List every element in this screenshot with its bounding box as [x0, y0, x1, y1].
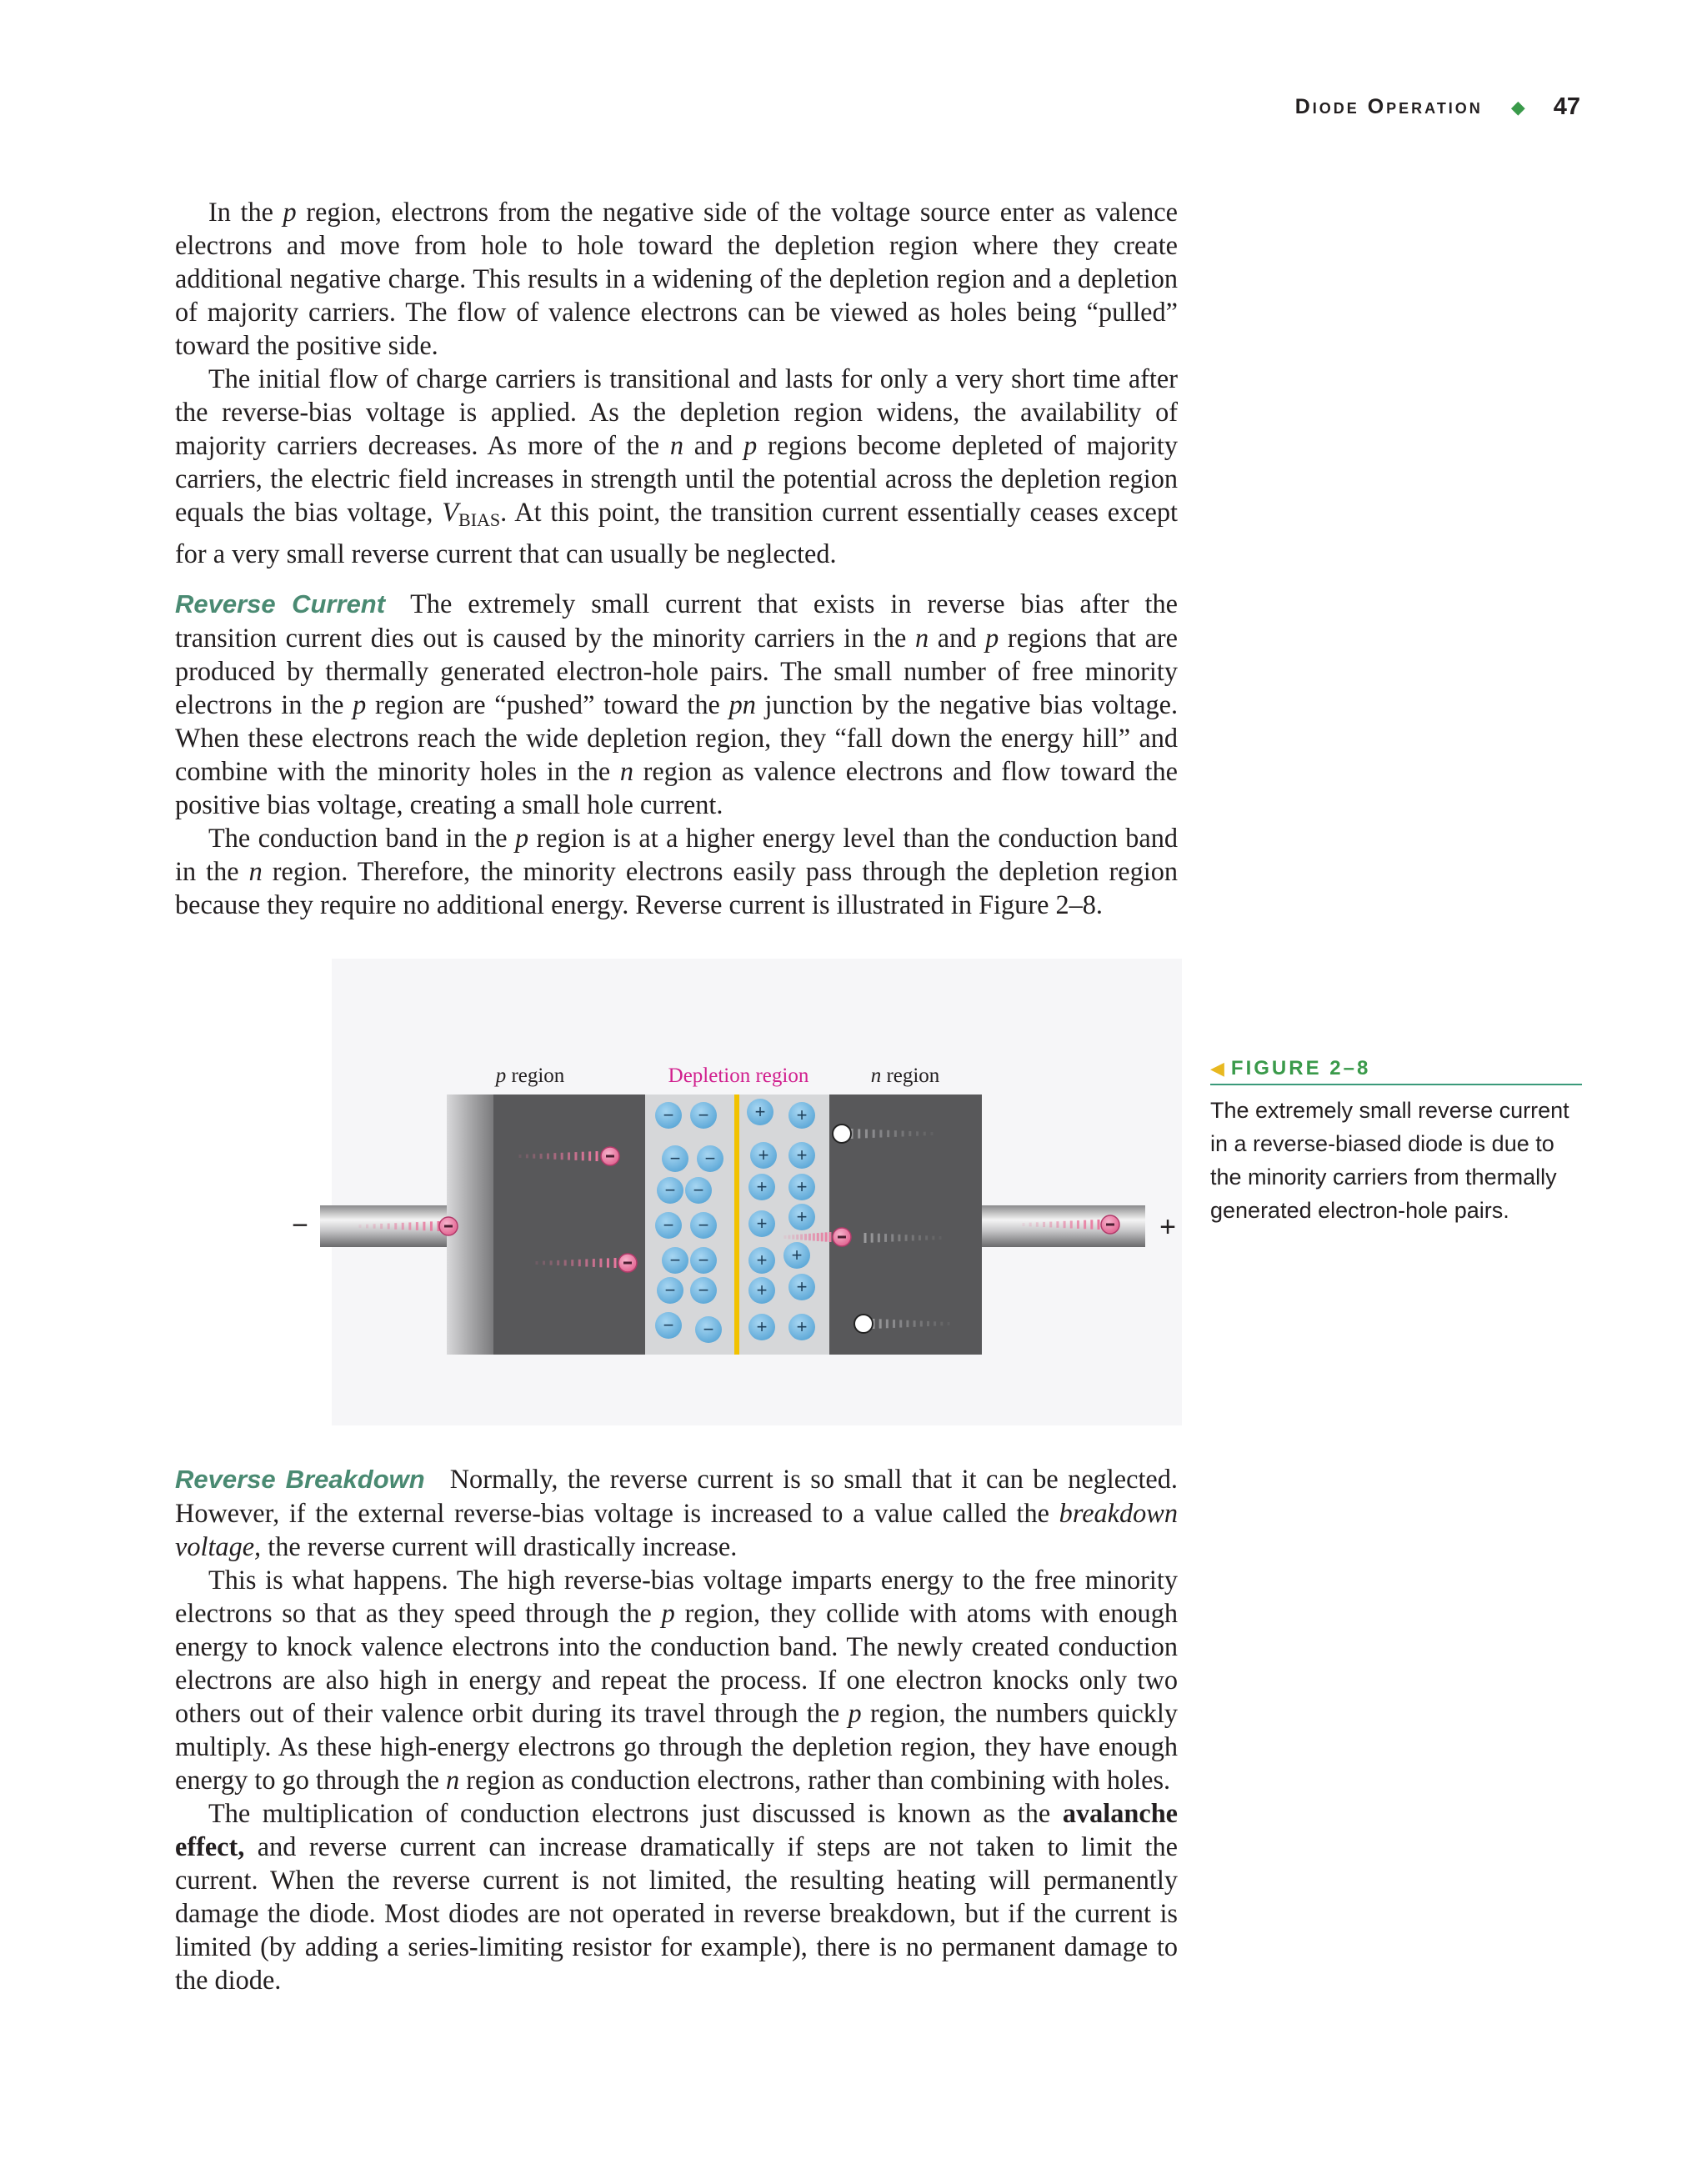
svg-text:−: −: [698, 1215, 709, 1235]
motion-trail: [582, 1152, 584, 1161]
reverse-current-heading: Reverse Current: [175, 589, 386, 619]
electron: [833, 1228, 851, 1246]
triangle-left-icon: ◀: [1210, 1058, 1224, 1079]
motion-trail: [813, 1233, 815, 1240]
motion-trail: [578, 1260, 581, 1266]
positive-ion: [748, 1314, 775, 1340]
motion-trail: [568, 1152, 570, 1160]
paragraph: The multiplication of conduction electrons just discussed is known as the avalanche effect, and reverse current can increase dramatically if steps are not taken to limit the current. When the reverse current is not limited, the resulting heating will permanently damage the diode. Most diodes are not operated in reverse breakdown, but if the current is limited (by adding a series-limiting resistor for example), there is no permanent damage to the diode.: [175, 1798, 1178, 1995]
svg-text:−: −: [669, 1148, 681, 1169]
positive-ion: [748, 1210, 775, 1237]
positive-ion: [788, 1274, 815, 1300]
motion-trail: [898, 1235, 900, 1241]
motion-trail: [1070, 1220, 1073, 1228]
motion-trail: [909, 1131, 911, 1136]
svg-text:+: +: [754, 1101, 766, 1122]
motion-trail: [547, 1154, 549, 1160]
motion-trail: [940, 1322, 943, 1326]
negative-ion: [655, 1212, 682, 1239]
negative-terminal: −: [292, 1210, 308, 1241]
motion-trail: [912, 1235, 914, 1241]
hole: [854, 1315, 873, 1333]
n-region-label: n region: [870, 1064, 940, 1087]
negative-ion: [655, 1102, 682, 1129]
motion-trail: [599, 1259, 602, 1268]
motion-trail: [920, 1321, 923, 1327]
paragraph: The initial flow of charge carriers is transitional and lasts for only a very short time after the reverse-bias voltage is applied. As the depletion region widens, the availability of majority carriers decreases. As more of the n and p regions become depleted of majority carriers, the electric field increases in strength until the potential across the depletion region equals the bias voltage, $V_{BIAS}$. At this point, the transition current essentially ceases except for a very small reverse current that can usually be neglected.: [175, 363, 1178, 569]
p-region-label: p region: [495, 1064, 565, 1087]
motion-trail: [1064, 1221, 1066, 1228]
positive-ion: [788, 1174, 815, 1200]
motion-trail: [902, 1131, 904, 1137]
motion-trail: [899, 1320, 902, 1327]
motion-trail: [366, 1225, 368, 1229]
svg-text:+: +: [756, 1316, 768, 1337]
svg-text:−: −: [663, 1215, 674, 1235]
motion-trail: [916, 1131, 919, 1135]
section-title: Diode Operation: [1294, 95, 1483, 118]
motion-trail: [939, 1236, 942, 1240]
motion-trail: [804, 1234, 807, 1240]
electron: [618, 1254, 637, 1272]
motion-trail: [564, 1260, 567, 1266]
motion-trail: [878, 1234, 880, 1243]
negative-ion: [662, 1247, 688, 1274]
motion-trail: [574, 1152, 577, 1160]
motion-trail: [553, 1153, 556, 1160]
svg-text:−: −: [669, 1250, 681, 1270]
motion-trail: [416, 1222, 418, 1230]
motion-trail: [800, 1235, 803, 1240]
motion-trail: [858, 1129, 860, 1138]
svg-text:−: −: [698, 1280, 709, 1300]
negative-ion: [690, 1212, 717, 1239]
motion-trail: [886, 1320, 889, 1329]
motion-trail: [394, 1223, 397, 1230]
motion-trail: [1049, 1222, 1052, 1228]
svg-text:+: +: [796, 1316, 808, 1337]
motion-trail: [359, 1225, 362, 1228]
motion-trail: [792, 1235, 794, 1239]
motion-trail: [924, 1132, 926, 1136]
motion-trail: [808, 1234, 811, 1240]
reverse-breakdown-heading: Reverse Breakdown: [175, 1465, 425, 1494]
figure-2-8: [292, 959, 1182, 1425]
motion-trail: [607, 1258, 609, 1267]
svg-text:+: +: [756, 1250, 768, 1270]
electron: [1101, 1215, 1119, 1234]
motion-trail: [864, 1233, 867, 1243]
motion-trail: [893, 1320, 895, 1328]
motion-trail: [796, 1235, 798, 1240]
motion-trail: [925, 1235, 928, 1240]
motion-trail: [879, 1319, 882, 1328]
motion-trail: [906, 1320, 909, 1327]
motion-trail: [533, 1154, 535, 1158]
svg-text:+: +: [796, 1105, 808, 1125]
paragraph: Reverse Breakdown Normally, the reverse current is so small that it can be neglected. However, if the external reverse-bias voltage is increased to a value called the breakdown voltage, the reverse current will drastically increase.: [175, 1464, 1178, 1561]
svg-text:+: +: [756, 1213, 768, 1234]
svg-text:+: +: [796, 1145, 808, 1165]
p-region: [493, 1095, 645, 1355]
positive-ion: [788, 1142, 815, 1169]
negative-ion: [662, 1145, 688, 1172]
motion-trail: [519, 1155, 522, 1158]
motion-trail: [585, 1259, 588, 1266]
positive-ion: [788, 1314, 815, 1340]
positive-ion: [788, 1204, 815, 1230]
motion-trail: [543, 1261, 545, 1265]
svg-text:+: +: [758, 1145, 769, 1165]
motion-trail: [905, 1235, 908, 1241]
positive-ion: [748, 1247, 775, 1274]
paragraph: The conduction band in the p region is at a higher energy level than the conduction band in the n region. Therefore, the minority electrons easily pass through the depletion region because they require no additional energy. Reverse current is illustrated in Figure 2–8.: [175, 823, 1179, 919]
negative-ion: [690, 1247, 717, 1274]
motion-trail: [825, 1232, 828, 1241]
motion-trail: [571, 1260, 573, 1266]
svg-text:−: −: [704, 1148, 716, 1169]
motion-trail: [932, 1236, 934, 1240]
motion-trail: [588, 1151, 591, 1160]
positive-ion: [748, 1174, 775, 1200]
motion-trail: [1098, 1220, 1100, 1230]
body-text-top: [175, 195, 1178, 921]
motion-trail: [821, 1233, 823, 1242]
junction-line: [734, 1095, 739, 1355]
motion-trail: [536, 1261, 538, 1265]
motion-trail: [894, 1130, 897, 1137]
positive-ion: [788, 1102, 815, 1129]
caption-text: The extremely small reverse current in a reverse-biased diode is due to the minority carriers from thermally generated electron-hole pairs.: [1210, 1098, 1569, 1223]
negative-ion: [655, 1312, 682, 1339]
motion-trail: [526, 1155, 528, 1159]
svg-text:+: +: [796, 1206, 808, 1227]
motion-trail: [561, 1153, 563, 1160]
motion-trail: [596, 1151, 598, 1161]
motion-trail: [614, 1258, 617, 1268]
svg-text:−: −: [693, 1180, 704, 1200]
paragraph: This is what happens. The high reverse-bias voltage imparts energy to the free minority electrons so that as they speed through the p region, they collide with atoms with enough energy to knock valence electrons into the conduction band. The newly created conduction electrons are also high in energy and repeat the process. If one electron knocks only two others out of their valence orbit during its travel through the p region, the numbers quickly multiply. As these high-energy electrons go through the depletion region, they have enough energy to go through the n region as conduction electrons, rather than combining with holes.: [175, 1565, 1179, 1795]
motion-trail: [373, 1224, 376, 1228]
hole: [833, 1125, 851, 1143]
electron: [439, 1217, 458, 1235]
svg-text:+: +: [791, 1245, 803, 1265]
motion-trail: [891, 1234, 894, 1241]
motion-trail: [557, 1260, 559, 1265]
motion-trail: [1029, 1223, 1032, 1227]
positive-ion: [750, 1142, 777, 1169]
motion-trail: [784, 1235, 787, 1239]
svg-text:−: −: [663, 1315, 674, 1335]
svg-text:−: −: [663, 1105, 674, 1125]
svg-text:−: −: [698, 1250, 709, 1270]
negative-ion: [695, 1316, 722, 1343]
diamond-icon: ◆: [1510, 96, 1525, 118]
motion-trail: [550, 1260, 553, 1265]
body-text-bottom: [175, 1462, 1178, 1996]
motion-trail: [1023, 1223, 1025, 1226]
negative-ion: [690, 1102, 717, 1129]
svg-text:−: −: [698, 1105, 709, 1125]
negative-ion: [657, 1277, 683, 1304]
paragraph: Reverse Current The extremely small current that exists in reverse bias after the transition current dies out is caused by the minority carriers in the n and p regions that are produced by thermally generated electron-hole pairs. The small number of free minority electrons in the p region are “pushed” toward the pn junction by the negative bias voltage. When these electrons reach the wide depletion region, they “fall down the energy hill” and combine with the minority holes in the n region as valence electrons and flow toward the positive bias voltage, creating a small hole current.: [175, 589, 1179, 819]
motion-trail: [871, 1233, 874, 1242]
motion-trail: [927, 1321, 929, 1326]
motion-trail: [1077, 1220, 1079, 1229]
motion-trail: [388, 1224, 390, 1230]
motion-trail: [879, 1130, 882, 1137]
positive-terminal: +: [1159, 1211, 1176, 1243]
motion-trail: [1043, 1222, 1045, 1227]
motion-trail: [1036, 1222, 1039, 1226]
positive-ion: [747, 1099, 773, 1125]
motion-trail: [1090, 1220, 1093, 1229]
positive-ion: [783, 1242, 810, 1269]
motion-trail: [919, 1235, 921, 1240]
negative-ion: [690, 1277, 717, 1304]
motion-trail: [884, 1234, 887, 1242]
negative-ion: [697, 1145, 723, 1172]
positive-ion: [748, 1277, 775, 1304]
svg-text:+: +: [796, 1276, 808, 1297]
depletion-region-label: Depletion region: [668, 1064, 809, 1087]
svg-text:+: +: [756, 1280, 768, 1300]
left-lead: [320, 1205, 447, 1247]
page-number: 47: [1553, 93, 1580, 120]
motion-trail: [423, 1222, 425, 1231]
motion-trail: [817, 1233, 819, 1241]
motion-trail: [865, 1130, 868, 1139]
running-head: [1295, 93, 1580, 121]
motion-trail: [540, 1154, 543, 1159]
paragraph: In the p region, electrons from the negative side of the voltage source enter as valence electrons and move from hole to hole toward the depletion region where they create additional negative charge. This results in a widening of the depletion region and a depletion of majority carriers. The flow of valence electrons can be viewed as holes being “pulled” toward the positive side.: [175, 197, 1178, 360]
motion-trail: [402, 1223, 404, 1230]
svg-text:−: −: [703, 1319, 714, 1340]
negative-ion: [657, 1177, 683, 1204]
motion-trail: [593, 1259, 595, 1267]
motion-trail: [931, 1132, 934, 1135]
electron: [601, 1147, 619, 1165]
negative-ion: [685, 1177, 712, 1204]
svg-text:−: −: [664, 1280, 676, 1300]
svg-text:+: +: [756, 1176, 768, 1197]
motion-trail: [934, 1321, 936, 1325]
motion-trail: [408, 1222, 411, 1230]
motion-trail: [873, 1130, 875, 1138]
motion-trail: [829, 1232, 832, 1242]
figure-caption: [1210, 1057, 1582, 1227]
motion-trail: [948, 1322, 950, 1325]
caption-title: FIGURE 2–8: [1230, 1057, 1371, 1079]
motion-trail: [1056, 1221, 1059, 1228]
motion-trail: [788, 1235, 790, 1240]
motion-trail: [1084, 1220, 1086, 1230]
svg-text:+: +: [796, 1176, 808, 1197]
diode-illustration: [292, 959, 1182, 1425]
svg-text:−: −: [664, 1180, 676, 1200]
motion-trail: [914, 1320, 916, 1327]
motion-trail: [430, 1221, 433, 1230]
caption-heading: [1210, 1057, 1582, 1085]
motion-trail: [380, 1224, 383, 1229]
motion-trail: [887, 1130, 889, 1137]
